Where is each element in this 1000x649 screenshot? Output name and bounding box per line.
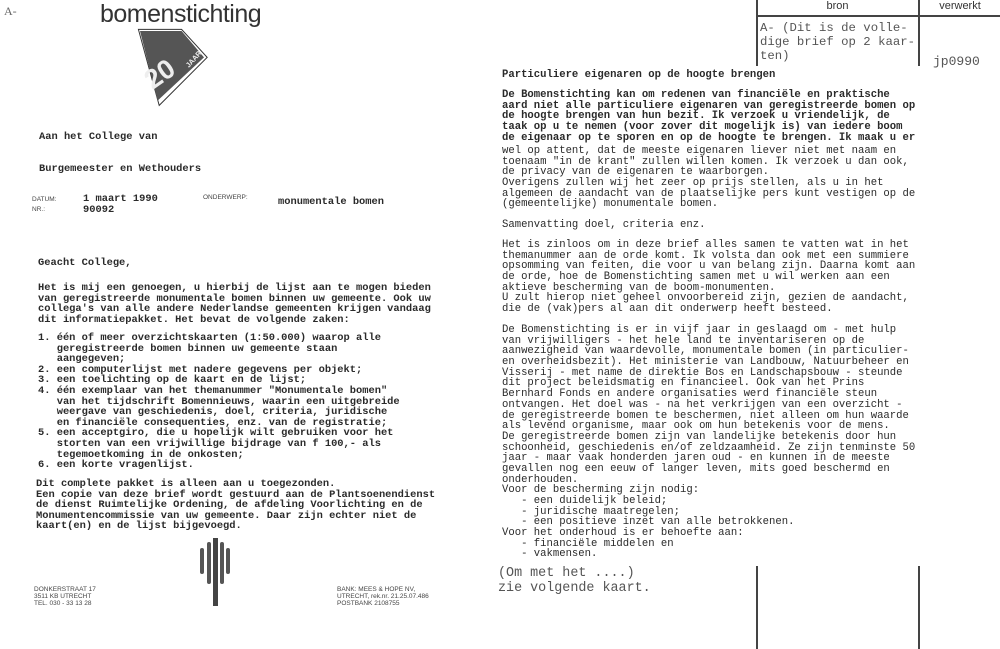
text-line: gevallen nog een eeuw of langer leven, mits goed beschermd en — [502, 462, 890, 475]
text-line: van geregistreerde monumentale bomen binnen uw gemeente. Ook uw — [38, 292, 431, 305]
text-line: Het is mij een genoegen, u hierbij de lijst aan te mogen bieden — [38, 282, 431, 294]
text-line: - een positieve inzet van alle betrokkenen. — [502, 516, 795, 529]
paragraph-summary — [502, 240, 915, 315]
text-line: BANK: MEES & HOPE NV, — [337, 586, 416, 593]
text-line: de hoogte brengen van hun bezit. Ik verzoek u vriendelijk, de — [502, 110, 890, 123]
svg-text:JAAR: JAAR — [183, 48, 204, 70]
address-line: Aan het College van — [39, 131, 158, 144]
text-line: de eigenaar op te sporen en op de hoogte te brengen. Ik maak u er — [502, 131, 916, 144]
text-line: weergave van geschiedenis, doel, criteria, juridische — [38, 406, 388, 419]
text-line: de privacy van de eigenaren te waarborgen. — [502, 166, 770, 179]
text-line: dit project beleidsmatig en financieel. Ook van het Prins — [502, 377, 865, 390]
text-line: DONKERSTRAAT 17 — [34, 586, 96, 593]
paragraph-owners — [502, 90, 915, 143]
text-line: De geregistreerde bomen zijn van landelijke betekenis door hun — [502, 430, 897, 443]
text-line: storten van een vrijwillige bijdrage van f 100,- als — [38, 437, 381, 450]
text-line: 4. één exemplaar van het themanummer "Monumentale bomen" — [38, 384, 388, 397]
text-line: Overigens zullen wij het zeer op prijs stellen, als u in het — [502, 177, 884, 190]
text-line: van het tijdschrift Bomennieuws, waarin een uitgebreide — [38, 395, 400, 408]
verwerkt-code: jp0990 — [933, 54, 980, 69]
text-line: UTRECHT, rek.nr. 21.25.07.486 — [337, 592, 429, 600]
tree-logo — [195, 536, 235, 608]
closing-paragraph — [36, 479, 435, 532]
heading-samenvatting: Samenvatting doel, criteria enz. — [502, 219, 706, 231]
address-line: Burgemeester en Wethouders — [39, 162, 202, 175]
20-jaar-badge — [138, 29, 207, 105]
text-line: Monumentencommissie van uw gemeente. Daar zijn echter niet de — [36, 509, 417, 522]
bron-note — [760, 21, 915, 63]
text-line: Bernhard Fonds en andere organisaties werd financiële steun — [502, 388, 878, 401]
text-line: 3. een toelichting op de kaart en de lijst; — [38, 374, 307, 387]
text-line: jaar - maar vaak honderden jaren oud - en kunnen in de meeste — [502, 452, 890, 465]
datum-label: DATUM: — [32, 196, 57, 203]
text-line: - juridische maatregelen; — [502, 505, 681, 518]
heading-particuliere-eigenaren: Particuliere eigenaren op de hoogte brengen — [502, 69, 776, 81]
datum-value: 1 maart 1990 — [83, 193, 158, 205]
text-line: Dit complete pakket is alleen aan u toegezonden. — [36, 478, 336, 490]
text-line: en financiële consequenties, enz. van de registratie; — [38, 416, 388, 429]
paragraph-achievements — [502, 325, 915, 560]
text-line: de dienst Ruimtelijke Ordening, de afdeling Voorlichting en de — [36, 499, 423, 512]
svg-text:20: 20 — [138, 52, 181, 96]
text-line: opsomming van feiten, die voor u van belang zijn. Daarna komt aan — [502, 260, 916, 273]
text-line: Visserij - met name de direktie Bos en Landschapsbouw - steunde — [502, 366, 903, 379]
onderwerp-value: monumentale bomen — [278, 196, 385, 208]
text-line: 2. een computerlijst met nadere gegevens per objekt; — [38, 363, 363, 376]
text-line: van vrijwilligers - het hele land te inventariseren op de — [502, 334, 865, 347]
text-line: (Om met het ....) — [498, 566, 635, 581]
text-line: - financiële middelen en — [502, 537, 674, 550]
text-line: de geregistreerde bomen te beschermen, niet alleen om hun waarde — [502, 409, 909, 422]
svg-text:bomenstichting: bomenstichting — [100, 0, 262, 28]
text-line: 3511 KB UTRECHT — [34, 592, 92, 600]
text-line: 5. een acceptgiro, die u hopelijk wilt gebruiken voor het — [38, 427, 394, 440]
text-line: de orde, hoe de Bomenstichting samen met u wil werken aan een — [502, 271, 890, 284]
text-line: aangegeven; — [38, 353, 126, 366]
text-line: - vakmensen. — [502, 548, 598, 561]
text-line: Voor het onderhoud is er behoefte aan: — [502, 527, 744, 540]
text-line: themanummer aan de orde komt. Ik volsta dan ook met een summiere — [502, 249, 909, 262]
text-line: geregistreerde bomen binnen uw gemeente staan — [38, 342, 338, 355]
nr-label: NR.: — [32, 206, 45, 213]
text-line: collega's van alle andere Nederlandse gemeenten krijgen vandaag — [38, 303, 431, 316]
text-line: Een copie van deze brief wordt gestuurd aan de Plantsoenendienst — [36, 488, 436, 501]
text-line: aard niet alle particuliere eigenaren van geregistreerde bomen op — [502, 99, 916, 112]
text-line: ontvangen. Het doel was - na het verkrijgen van een overzicht - — [502, 398, 903, 411]
text-line: De Bomenstichting is er in vijf jaar in geslaagd om - met hulp — [502, 324, 897, 336]
intro-paragraph — [38, 283, 431, 325]
text-line: TEL. 030 - 33 13 28 — [34, 599, 92, 607]
text-line: wel op attent, dat de meeste eigenaren liever niet met naam en — [502, 145, 897, 157]
text-line: U zult hierop niet geheel onvoorbereid zijn, gezien de aandacht, — [502, 292, 909, 305]
text-line: dit informatiepakket. Het bevat de volgende zaken: — [38, 313, 350, 326]
text-line: toenaam "in de krant" zullen willen komen. Ik verzoek u dan ook, — [502, 155, 909, 168]
salutation: Geacht College, — [38, 257, 132, 269]
footer-bank — [337, 587, 429, 607]
recipient-address — [39, 111, 201, 185]
column-header-bron: bron — [826, 0, 849, 12]
text-line: (gemeentelijke) monumentale bomen. — [502, 198, 719, 211]
text-line: Voor de bescherming zijn nodig: — [502, 484, 700, 497]
text-line: als levend organisme, maar ook om hun betekenis voor de mens. — [502, 420, 890, 433]
column-header-verwerkt: verwerkt — [939, 0, 981, 12]
text-line: aanwezigheid van waardevolle, monumentale bomen (in particulier- — [502, 345, 909, 358]
text-line: schoonheid, geschiedenis en/of zeldzaamheid. Ze zijn tenminste 50 — [502, 441, 916, 454]
text-line: 1. één of meer overzichtskaarten (1:50.000) waarop alle — [38, 332, 381, 344]
bomenstichting-logo — [98, 0, 328, 108]
text-line: dige brief op 2 kaar- — [760, 35, 915, 49]
text-line: die de (vak)pers al aan dit onderwerp heeft besteed. — [502, 303, 833, 316]
text-line: zie volgende kaart. — [498, 581, 651, 596]
enclosure-list — [38, 333, 400, 471]
paragraph-owners-continued — [502, 146, 915, 210]
continued-note — [498, 566, 651, 596]
onderwerp-label: ONDERWERP: — [203, 194, 248, 201]
text-line: taak op u te nemen (voor zover dit mogelijk is) van iedere boom — [502, 121, 903, 134]
text-line: Het is zinloos om in deze brief alles samen te vatten wat in het — [502, 239, 909, 251]
text-line: kaart(en) en de lijst bijgevoegd. — [36, 520, 242, 533]
text-line: algemeen de aandacht van de plaatselijke pers kunt vestigen op de — [502, 187, 916, 200]
footer-address — [34, 587, 96, 607]
text-line: POSTBANK 2108755 — [337, 599, 400, 607]
card-header-divider — [756, 15, 1000, 17]
text-line: 6. een korte vragenlijst. — [38, 459, 194, 472]
corner-mark: A- — [4, 4, 17, 18]
text-line: - een duidelijk beleid; — [502, 495, 668, 507]
text-line: aktieve bescherming van de boom-monumenten. — [502, 281, 776, 294]
text-line: ten) — [760, 49, 790, 63]
text-line: De Bomenstichting kan om redenen van financiële en praktische — [502, 89, 890, 101]
text-line: A- (Dit is de volle- — [760, 21, 908, 35]
text-line: onderhouden. — [502, 473, 579, 486]
text-line: tegemoetkoming in de onkosten; — [38, 448, 244, 461]
nr-value: 90092 — [83, 204, 115, 216]
text-line: en overheidsbezit). Het ministerie van Landbouw, Natuurbeheer en — [502, 356, 909, 369]
